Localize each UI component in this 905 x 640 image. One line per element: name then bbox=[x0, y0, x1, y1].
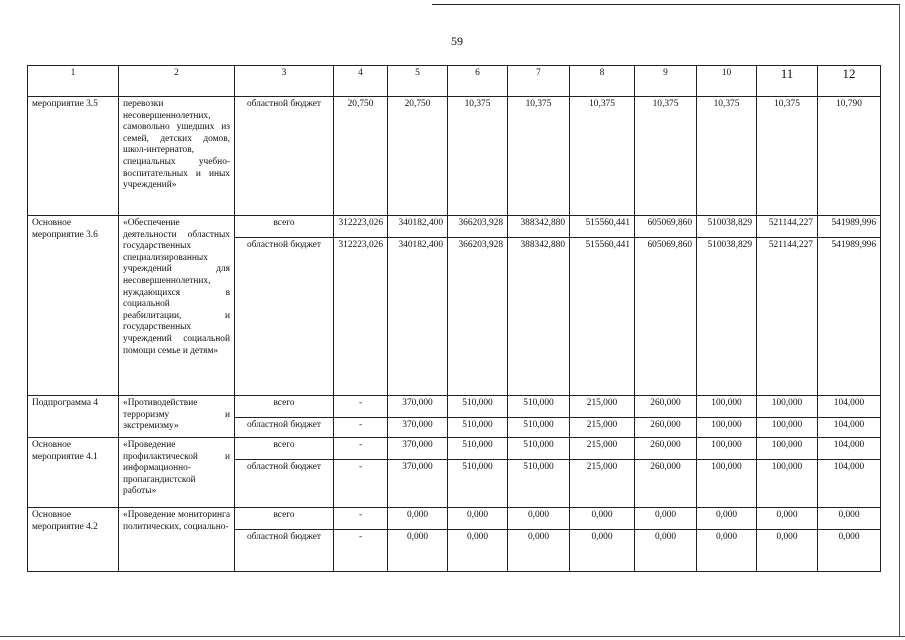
funding-source-cell: всего bbox=[235, 438, 334, 460]
amount-cell: 366203,928 bbox=[448, 216, 508, 238]
amount-cell: 100,000 bbox=[757, 418, 818, 438]
amount-cell: 605069,860 bbox=[635, 216, 697, 238]
header-cell: 8 bbox=[570, 66, 635, 97]
header-cell: 9 bbox=[635, 66, 697, 97]
amount-cell: - bbox=[334, 396, 388, 418]
header-cell: 11 bbox=[757, 66, 818, 97]
header-cell: 1 bbox=[28, 66, 119, 97]
amount-cell: 0,000 bbox=[570, 508, 635, 530]
amount-cell: 510,000 bbox=[508, 418, 570, 438]
amount-cell: 100,000 bbox=[697, 460, 757, 508]
amount-cell: - bbox=[334, 530, 388, 572]
activity-name-cell: Подпрограмма 4 bbox=[28, 396, 119, 438]
amount-cell: 104,000 bbox=[818, 460, 881, 508]
amount-cell: 0,000 bbox=[697, 508, 757, 530]
amount-cell: 100,000 bbox=[757, 396, 818, 418]
amount-cell: 340182,400 bbox=[388, 238, 448, 396]
activity-description-cell: «Обеспечение деятельности областных государственных специализированных учреждений для несовершеннолетних, нуждающихся в социальной реабилитации, и государственных учреждений социальной помощи семье и детям» bbox=[119, 216, 235, 396]
amount-cell: 510,000 bbox=[448, 396, 508, 418]
amount-cell: 510,000 bbox=[448, 418, 508, 438]
amount-cell: 0,000 bbox=[757, 508, 818, 530]
amount-cell: 215,000 bbox=[570, 460, 635, 508]
amount-cell: 370,000 bbox=[388, 396, 448, 418]
amount-cell: 20,750 bbox=[388, 97, 448, 216]
amount-cell: 521144,227 bbox=[757, 238, 818, 396]
amount-cell: 10,375 bbox=[570, 97, 635, 216]
amount-cell: 0,000 bbox=[508, 530, 570, 572]
amount-cell: 10,375 bbox=[448, 97, 508, 216]
amount-cell: 340182,400 bbox=[388, 216, 448, 238]
header-cell: 2 bbox=[119, 66, 235, 97]
amount-cell: 215,000 bbox=[570, 438, 635, 460]
header-cell: 5 bbox=[388, 66, 448, 97]
table-row bbox=[28, 438, 881, 460]
page-top-border bbox=[432, 4, 900, 5]
amount-cell: 100,000 bbox=[757, 460, 818, 508]
table-body bbox=[28, 97, 881, 572]
header-cell: 3 bbox=[235, 66, 334, 97]
table-row bbox=[28, 508, 881, 530]
amount-cell: 515560,441 bbox=[570, 238, 635, 396]
amount-cell: 10,790 bbox=[818, 97, 881, 216]
amount-cell: 0,000 bbox=[388, 508, 448, 530]
activity-name-cell: Основное мероприятие 3.6 bbox=[28, 216, 119, 396]
amount-cell: 521144,227 bbox=[757, 216, 818, 238]
funding-source-cell: всего bbox=[235, 396, 334, 418]
amount-cell: 312223,026 bbox=[334, 238, 388, 396]
funding-source-cell: областной бюджет bbox=[235, 97, 334, 216]
amount-cell: 10,375 bbox=[635, 97, 697, 216]
amount-cell: - bbox=[334, 460, 388, 508]
amount-cell: 215,000 bbox=[570, 396, 635, 418]
amount-cell: - bbox=[334, 508, 388, 530]
amount-cell: 0,000 bbox=[818, 530, 881, 572]
amount-cell: - bbox=[334, 418, 388, 438]
amount-cell: 510,000 bbox=[508, 460, 570, 508]
amount-cell: 312223,026 bbox=[334, 216, 388, 238]
amount-cell: 0,000 bbox=[757, 530, 818, 572]
amount-cell: 104,000 bbox=[818, 438, 881, 460]
page-bottom-border bbox=[0, 636, 905, 637]
amount-cell: 260,000 bbox=[635, 460, 697, 508]
header-cell: 4 bbox=[334, 66, 388, 97]
amount-cell: 0,000 bbox=[818, 508, 881, 530]
amount-cell: 20,750 bbox=[334, 97, 388, 216]
amount-cell: 370,000 bbox=[388, 460, 448, 508]
amount-cell: 510038,829 bbox=[697, 216, 757, 238]
amount-cell: 388342,880 bbox=[508, 238, 570, 396]
amount-cell: 100,000 bbox=[757, 438, 818, 460]
funding-source-cell: областной бюджет bbox=[235, 418, 334, 438]
amount-cell: 0,000 bbox=[635, 530, 697, 572]
header-cell: 12 bbox=[818, 66, 881, 97]
page-right-border bbox=[899, 4, 900, 636]
amount-cell: 605069,860 bbox=[635, 238, 697, 396]
funding-source-cell: всего bbox=[235, 508, 334, 530]
amount-cell: 0,000 bbox=[388, 530, 448, 572]
activity-description-cell: «Проведение профилактической и информационно-пропагандистской работы» bbox=[119, 438, 235, 508]
amount-cell: 10,375 bbox=[697, 97, 757, 216]
funding-source-cell: всего bbox=[235, 216, 334, 238]
table-row bbox=[28, 396, 881, 418]
amount-cell: 100,000 bbox=[697, 396, 757, 418]
activity-name-cell: мероприятие 3.5 bbox=[28, 97, 119, 216]
amount-cell: 366203,928 bbox=[448, 238, 508, 396]
amount-cell: 370,000 bbox=[388, 418, 448, 438]
amount-cell: 215,000 bbox=[570, 418, 635, 438]
amount-cell: 510,000 bbox=[508, 438, 570, 460]
amount-cell: 260,000 bbox=[635, 396, 697, 418]
header-cell: 6 bbox=[448, 66, 508, 97]
activity-name-cell: Основное мероприятие 4.2 bbox=[28, 508, 119, 572]
amount-cell: 260,000 bbox=[635, 438, 697, 460]
amount-cell: 10,375 bbox=[757, 97, 818, 216]
amount-cell: 0,000 bbox=[570, 530, 635, 572]
funding-source-cell: областной бюджет bbox=[235, 530, 334, 572]
header-cell: 7 bbox=[508, 66, 570, 97]
amount-cell: 100,000 bbox=[697, 438, 757, 460]
table-row bbox=[28, 97, 881, 216]
funding-source-cell: областной бюджет bbox=[235, 460, 334, 508]
amount-cell: - bbox=[334, 438, 388, 460]
funding-source-cell: областной бюджет bbox=[235, 238, 334, 396]
header-row bbox=[28, 66, 881, 97]
amount-cell: 510,000 bbox=[448, 438, 508, 460]
amount-cell: 0,000 bbox=[635, 508, 697, 530]
amount-cell: 104,000 bbox=[818, 418, 881, 438]
amount-cell: 0,000 bbox=[448, 530, 508, 572]
header-cell: 10 bbox=[697, 66, 757, 97]
table-row bbox=[28, 216, 881, 238]
activity-name-cell: Основное мероприятие 4.1 bbox=[28, 438, 119, 508]
amount-cell: 510,000 bbox=[508, 396, 570, 418]
amount-cell: 260,000 bbox=[635, 418, 697, 438]
activity-description-cell: «Проведение мониторинга политических, социально- bbox=[119, 508, 235, 572]
activity-description-cell: перевозки несовершеннолетних, самовольно ушедших из семей, детских домов, школ-интернатов, специальных учебно-воспитательных и иных учреждений» bbox=[119, 97, 235, 216]
amount-cell: 104,000 bbox=[818, 396, 881, 418]
amount-cell: 515560,441 bbox=[570, 216, 635, 238]
amount-cell: 541989,996 bbox=[818, 216, 881, 238]
amount-cell: 0,000 bbox=[508, 508, 570, 530]
budget-table bbox=[27, 65, 881, 572]
activity-description-cell: «Противодействие терроризму и экстремизму» bbox=[119, 396, 235, 438]
amount-cell: 370,000 bbox=[388, 438, 448, 460]
amount-cell: 510038,829 bbox=[697, 238, 757, 396]
page-number: 59 bbox=[451, 34, 463, 48]
amount-cell: 0,000 bbox=[697, 530, 757, 572]
amount-cell: 100,000 bbox=[697, 418, 757, 438]
amount-cell: 388342,880 bbox=[508, 216, 570, 238]
amount-cell: 541989,996 bbox=[818, 238, 881, 396]
amount-cell: 0,000 bbox=[448, 508, 508, 530]
amount-cell: 10,375 bbox=[508, 97, 570, 216]
amount-cell: 510,000 bbox=[448, 460, 508, 508]
